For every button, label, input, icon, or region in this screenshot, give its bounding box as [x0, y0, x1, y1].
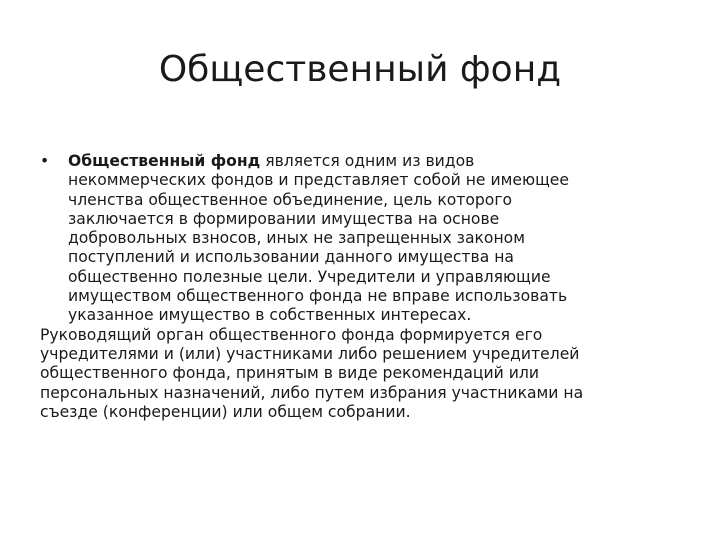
slide-body [40, 152, 680, 422]
bullet-line: указанное имущество в собственных интересах. [68, 306, 472, 325]
bullet-line: заключается в формировании имущества на основе [68, 209, 500, 228]
bullet-line: общественно полезные цели. Учредители и управляющие [68, 267, 551, 286]
bullet-line: членства общественное объединение, цель которого [68, 190, 513, 209]
paragraph-line: общественного фонда, принятым в виде рекомендаций или [40, 364, 539, 383]
bullet-item [40, 152, 680, 326]
paragraph-line: съезде (конференции) или общем собрании. [40, 402, 411, 421]
bold-term: Общественный фонд [68, 152, 261, 170]
bullet-line: поступлений и использовании данного имущества на [68, 248, 514, 267]
paragraph-line: Руководящий орган общественного фонда формируется его [40, 325, 543, 344]
bullet-line: имуществом общественного фонда не вправе использовать [68, 287, 568, 306]
bullet-line-text: является одним из видов [260, 152, 475, 170]
paragraph [40, 326, 680, 422]
paragraph-line: учредителями и (или) участниками либо решением учредителей [40, 344, 580, 363]
bullet-line: некоммерческих фондов и представляет собой не имеющее [68, 171, 569, 190]
paragraph-line: персональных назначений, либо путем избрания участниками на [40, 383, 584, 402]
bullet-icon: • [40, 152, 50, 170]
slide-title: Общественный фонд [158, 49, 562, 90]
bullet-line [68, 152, 680, 171]
bullet-line: добровольных взносов, иных не запрещенных законом [68, 229, 525, 248]
